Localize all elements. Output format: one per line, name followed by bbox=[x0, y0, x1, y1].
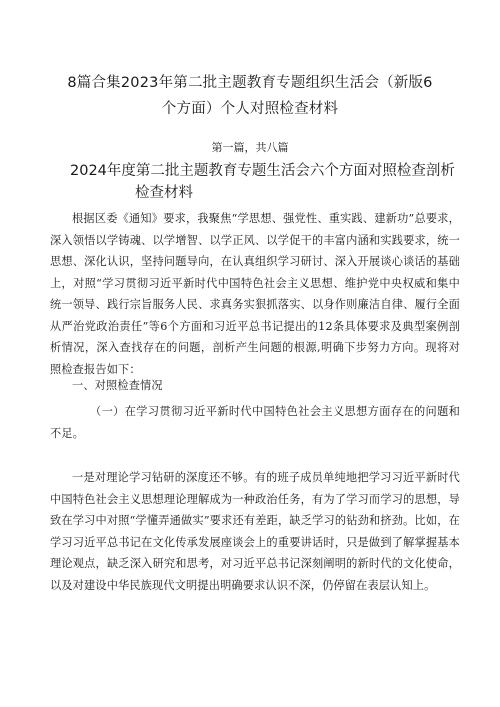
document-title-line-2: 个方面）个人对照检查材料 bbox=[161, 101, 339, 117]
section-heading: 一、对照检查情况 bbox=[72, 379, 163, 392]
section-title bbox=[40, 160, 470, 204]
document-title-line-1: 8篇合集2023年第二批主题教育专题组织生活会（新版6 bbox=[67, 75, 433, 91]
intro-paragraph: 根据区委《通知》要求，我聚焦“学思想、强党性、重实践、建新功”总要求，深入领悟以学铸魂、以学增智、以学正风、以学促干的丰富内涵和实践要求，统一思想、深化认识，坚持问题导向，在认真组织学习研讨、深入开展谈心谈话的基础上，对照“学习贯彻习近平新时代中国特色社会主义思想、维护党中央权威和集中统一领导、践行宗旨服务人民、求真务实狠抓落实、以身作则廉洁自律、履行全面从严治党政治责任”等6个方面和习近平总书记提出的12条具体要求及典型案例剖析情况，深入查找存在的问题，剖析产生问题的根源,明确下步努力方向。现将对照检查报告如下： bbox=[50, 212, 460, 376]
document-title bbox=[40, 70, 460, 122]
subsection-paragraph: （一）在学习贯彻习近平新时代中国特色社会主义思想方面存在的问题和不足。 bbox=[50, 405, 460, 440]
section-title-line-1: 2024年度第二批主题教育专题生活会六个方面对照检查剖析 bbox=[70, 163, 455, 179]
section-title-line-2: 检查材料 bbox=[135, 185, 193, 201]
body-paragraph: 一是对理论学习钻研的深度还不够。有的班子成员单纯地把学习习近平新时代中国特色社会主义思想理论理解成为一种政治任务，有为了学习而学习的思想，导致在学习中对照“学懂弄通做实”要求还有差距，缺乏学习的钻劲和挤劲。比如，在学习习近平总书记在文化传承发展座谈会上的重要讲话时，只是做到了解掌握基本理论观点，缺乏深入研究和思考，对习近平总书记深刻阐明的新时代的文化使命，以及对建设中华民族现代文明提出明确要求认识不深，仍停留在表层认知上。 bbox=[50, 471, 460, 592]
part-label: 第一篇，共八篇 bbox=[211, 141, 289, 154]
